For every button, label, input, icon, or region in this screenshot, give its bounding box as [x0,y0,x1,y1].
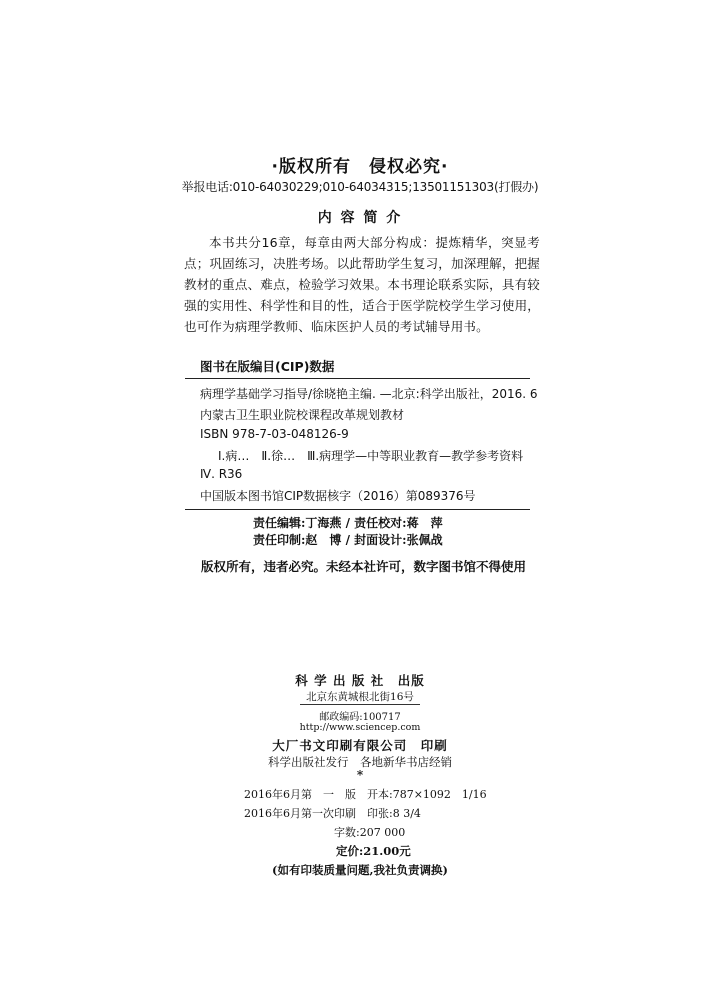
summary-body: 本书共分16章，每章由两大部分构成：提炼精华，突显考点；巩固练习，决胜考场。以此帮助学生复习，加深理解，把握教材的重点、难点，检验学习效果。本书理论联系实际，具有较强的实用性、科学性和目的性，适合于医学院校学生学习使用，也可作为病理学教师、临床医护人员的考试辅导用书。 [184,235,540,334]
price: 定价:21.00元 [336,844,411,858]
copyright-title: ·版权所有 侵权必究· [271,157,449,177]
address-rule [300,704,420,705]
cip-bottom-rule [185,509,530,510]
editors-line-1: 责任编辑:丁海燕 / 责任校对:蒋 萍 [253,516,443,530]
separator-star: * [356,768,364,782]
printer: 大厂书文印刷有限公司 印刷 [272,738,448,753]
cip-line-subjects: Ⅰ.病… Ⅱ.徐… Ⅲ.病理学—中等职业教育—教学参考资料 [218,449,524,463]
word-count: 字数:207 000 [334,826,406,839]
cip-line-record: 中国版本图书馆CIP数据核字（2016）第089376号 [200,489,476,503]
cip-line-classification: Ⅳ. R36 [200,467,243,481]
printing-line: 2016年6月第一次印刷 印张:8 3/4 [244,807,421,820]
cip-top-rule [185,378,530,379]
report-phone: 举报电话:010-64030229;010-64034315;13501151303(打假办) [181,180,539,194]
cip-line-title: 病理学基础学习指导/徐晓艳主编. —北京:科学出版社，2016. 6 [200,387,538,401]
quality-note: (如有印装质量问题,我社负责调换) [272,863,448,877]
edition-line: 2016年6月第 一 版 开本:787×1092 1/16 [244,788,487,801]
copyright-notice: 版权所有，违者必究。未经本社许可，数字图书馆不得使用 [201,559,527,574]
summary-heading: 内 容 简 介 [317,210,403,226]
postcode: 邮政编码:100717 [319,712,401,723]
cip-line-isbn: ISBN 978-7-03-048126-9 [200,427,349,441]
cip-line-series: 内蒙古卫生职业院校课程改革规划教材 [200,408,405,422]
publisher-address: 北京东黄城根北街16号 [306,691,414,703]
editors-line-2: 责任印制:赵 博 / 封面设计:张佩战 [253,533,443,547]
publisher: 科 学 出 版 社 出版 [295,673,425,688]
cip-heading: 图书在版编目(CIP)数据 [200,359,335,374]
website: http://www.sciencep.com [299,722,421,733]
distribution: 科学出版社发行 各地新华书店经销 [268,755,452,769]
